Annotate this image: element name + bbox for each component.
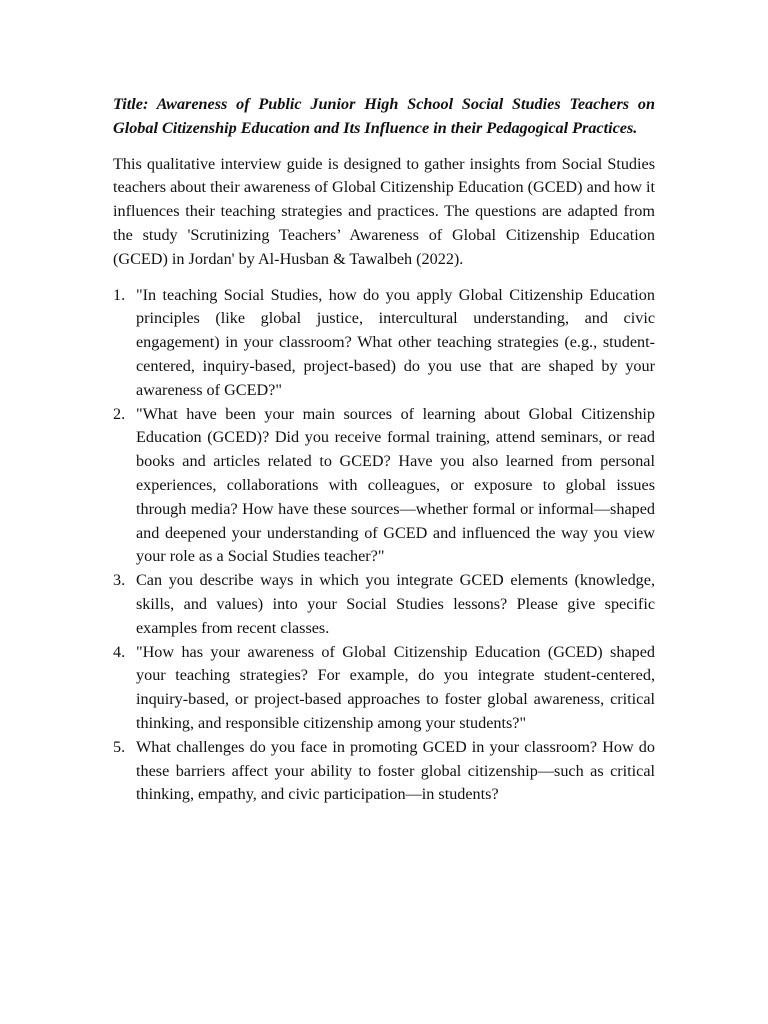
question-item bbox=[113, 641, 655, 736]
intro-paragraph: This qualitative interview guide is designed to gather insights from Social Studies teachers about their awareness of Global Citizenship Education (GCED) and how it influences their teaching strategies and practices. The questions are adapted from the study 'Scrutinizing Teachers’ Awareness of Global Citizenship Education (GCED) in Jordan' by Al-Husban & Tawalbeh (2022). bbox=[113, 154, 655, 268]
question-item bbox=[113, 736, 655, 807]
question-item bbox=[113, 403, 655, 570]
question-list bbox=[113, 284, 655, 808]
question-text: "How has your awareness of Global Citizenship Education (GCED) shaped your teaching strategies? For example, do you integrate student-centered, inquiry-based, or project-based approaches to foster global awareness, critical thinking, and responsible citizenship among your students?" bbox=[136, 642, 655, 732]
question-number: 3. bbox=[113, 571, 126, 590]
question-item bbox=[113, 284, 655, 403]
question-number: 1. bbox=[113, 285, 126, 304]
question-text: What challenges do you face in promoting GCED in your classroom? How do these barriers affect your ability to foster global citizenship—such as critical thinking, empathy, and civic participation—in students? bbox=[136, 737, 655, 804]
document-title: Title: Awareness of Public Junior High School Social Studies Teachers on Global Citizenship Education and Its Influence in their Pedagogical Practices. bbox=[113, 95, 655, 137]
question-number: 4. bbox=[113, 642, 126, 661]
question-text: "In teaching Social Studies, how do you apply Global Citizenship Education principles (like global justice, intercultural understanding, and civic engagement) in your classroom? What other teaching strategies (e.g., student-centered, inquiry-based, project-based) do you use that are shaped by your awareness of GCED?" bbox=[136, 285, 655, 399]
question-item bbox=[113, 569, 655, 640]
document-page bbox=[113, 93, 655, 807]
question-text: Can you describe ways in which you integrate GCED elements (knowledge, skills, and values) into your Social Studies lessons? Please give specific examples from recent classes. bbox=[136, 571, 655, 637]
question-number: 2. bbox=[113, 404, 126, 423]
question-number: 5. bbox=[113, 737, 126, 756]
question-text: "What have been your main sources of learning about Global Citizenship Education (GCED)? Did you receive formal training, attend seminars, or read books and articles related to GCED? Have you also learned from personal experiences, collaborations with colleagues, or exposure to global issues through media? How have these sources—whether formal or informal—shaped and deepened your understanding of GCED and influenced the way you view your role as a Social Studies teacher?" bbox=[136, 404, 655, 566]
